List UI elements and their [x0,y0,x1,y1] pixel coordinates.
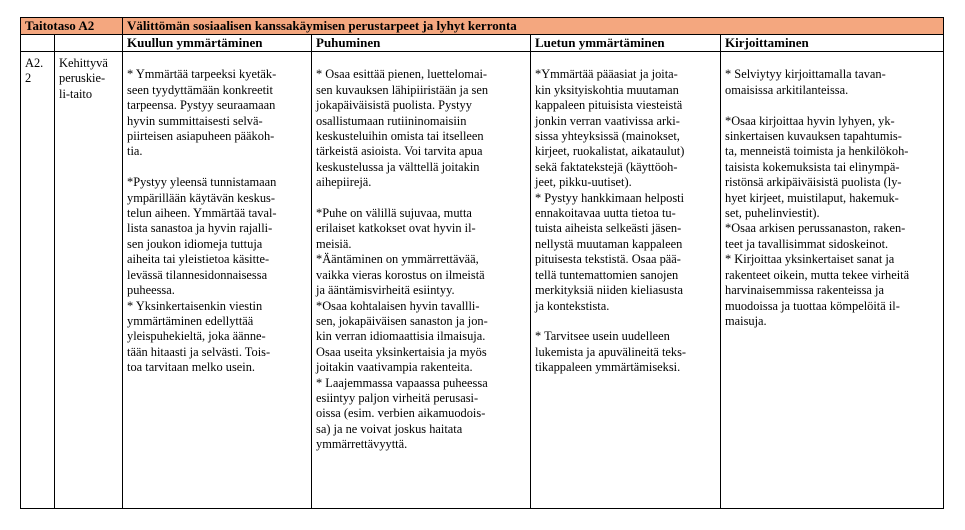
level-code-cell [21,52,55,509]
reading-line: sekä faktatekstejä (käyttöoh- [535,159,678,174]
speaking-line: keskusteluihin omista tai itselleen [316,129,484,144]
empty-corner-cell [21,35,55,52]
reading-line: jonkin verran vaativissa arki- [535,113,680,128]
writing-line: harvinaisemmissa rakenteissa ja [725,283,884,298]
speaking-line: aihepiirejä. [316,175,372,190]
reading-line: lukemista ja apuvälineitä teks- [535,344,687,359]
listening-line: seen tyydyttämään konkreetit [127,82,273,97]
listening-line: ympärillään käytävän keskus- [127,190,275,205]
level-name-line: li-taito [59,86,93,101]
reading-line: kirjeet, ruokalistat, aikataulut) [535,144,685,159]
writing-line: set, puhelinviestit). [725,206,820,221]
speaking-line: esiintyy paljon virheitä perusasi- [316,390,479,405]
title-header: Välittömän sosiaalisen kanssakäymisen perustarpeet ja lyhyt kerronta [127,18,517,33]
title-header-cell [123,18,944,35]
level-code-line1: A2. [25,56,44,70]
speaking-line: sen, jokapäiväisen sanaston ja jon- [316,313,488,328]
reading-line: merkityksiä niiden kieliasusta [535,283,683,298]
listening-line: *Pystyy yleensä tunnistamaan [127,175,277,190]
speaking-line: *Osaa kohtalaisen hyvin tavallli- [316,298,480,313]
level-name-line: peruskie- [59,71,106,86]
writing-line: muodoissa ja tuottaa kömpelöitä il- [725,298,900,313]
reading-text [535,52,716,376]
writing-line: * Kirjoittaa yksinkertaiset sanat ja [725,252,895,267]
speaking-line: osallistumaan rutiininomaisiin [316,113,467,128]
writing-line: *Osaa arkisen perussanaston, raken- [725,221,906,236]
skill-level-table [20,17,944,509]
speaking-line: Osaa useita yksinkertaisia ja myös [316,344,487,359]
level-name-line: Kehittyvä [59,56,108,70]
writing-cell [721,52,944,509]
reading-line: kappaleen pituisista viesteistä [535,98,683,113]
listening-text [127,52,307,376]
writing-line: taisista kokemuksista tai elinympä- [725,159,900,174]
listening-line: puheessa. [127,283,175,298]
reading-line: ennakoitavaa uutta tietoa tu- [535,206,676,221]
reading-line: * Tarvitsee usein uudelleen [535,329,670,344]
speaking-line: ymmärrettävyyttä. [316,437,408,452]
reading-cell [531,52,721,509]
writing-line: teet ja tavallisimmat sidoskeinot. [725,236,889,251]
speaking-line: erilaiset katkokset ovat hyvin il- [316,221,476,236]
speaking-line: sen kuvauksen lähipiiristään ja sen [316,82,489,97]
level-header-cell [21,18,123,35]
writing-text [725,52,939,329]
writing-line: rakenteet oikein, mutta tekee virheitä [725,267,910,282]
writing-line: ta, menneistä toimista ja henkilökoh- [725,144,909,159]
listening-line: lista sanastoa ja hyvin rajalli- [127,221,273,236]
listening-line: yleispuhekieltä, joka äänne- [127,329,266,344]
listening-line: aiheita tai yleistietoa käsitte- [127,252,270,267]
writing-line: hyet kirjeet, muistilaput, hakemuk- [725,190,899,205]
reading-line: ja kontekstista. [535,298,610,313]
reading-line: *Ymmärtää pääasiat ja joita- [535,67,678,82]
listening-line: levässä tilannesidonnaisessa [127,267,268,282]
listening-line: tään hitaasti ja selvästi. Tois- [127,344,271,359]
reading-line: * Pystyy hankkimaan helposti [535,190,685,205]
listening-line: ymmärtäminen edellyttää [127,313,254,328]
speaking-line: sa) ja ne voivat joskus haitata [316,421,463,436]
writing-line: * Selviytyy kirjoittamalla tavan- [725,67,886,82]
reading-line: tikappaleen ymmärtämiseksi. [535,360,681,375]
listening-line: tarpeensa. Pystyy seuraamaan [127,98,276,113]
listening-line: telun aiheen. Ymmärtää taval- [127,206,277,221]
listening-line: * Ymmärtää tarpeeksi kyetäk- [127,67,277,82]
speaking-line: vaikka vieras korostus on ilmeistä [316,267,485,282]
listening-line: toa tarvitaan melko usein. [127,360,256,375]
speaking-line: ja ääntämisvirheitä esiintyy. [316,283,455,298]
speaking-line: tärkeistä asioista. Voi tarvita apua [316,144,483,159]
reading-line: tuista aiheista selkeästi jäsen- [535,221,682,236]
speaking-line: meisiä. [316,236,352,251]
speaking-cell [312,52,531,509]
speaking-line: jokapäiväisistä puolista. Pystyy [316,98,472,113]
speaking-line: keskustelussa ja välttellä joitakin [316,159,480,174]
reading-line: sissa yhteyksissä (mainokset, [535,129,680,144]
writing-line: *Osaa kirjoittaa hyvin lyhyen, yk- [725,113,895,128]
col-header-reading: Luetun ymmärtäminen [531,35,721,52]
writing-line: sinkertaisen kuvauksen tapahtumis- [725,129,902,144]
level-name-cell [55,52,123,509]
speaking-line: * Laajemmassa vapaassa puheessa [316,375,488,390]
speaking-line: oissa (esim. verbien aikamuodois- [316,406,486,421]
speaking-line: *Puhe on välillä sujuvaa, mutta [316,206,472,221]
level-header: Taitotaso A2 [25,18,95,33]
listening-line: sen joukon idiomeja tuttuja [127,236,263,251]
speaking-line: * Osaa esittää pienen, luettelomai- [316,67,488,82]
col-header-listening: Kuullun ymmärtäminen [123,35,312,52]
reading-line: nellystä muutaman kappaleen [535,236,683,251]
listening-line: piirteisen asiapuheen pääkoh- [127,129,275,144]
reading-line: tellä tuntemattomien sanojen [535,267,679,282]
listening-line: hyvin summittaisesti selvä- [127,113,263,128]
reading-line: jeet, pikku-uutiset). [535,175,632,190]
speaking-line: *Ääntäminen on ymmärrettävää, [316,252,479,267]
writing-line: ristönsä arkipäiväisistä puolista (ly- [725,175,902,190]
col-header-writing: Kirjoittaminen [721,35,944,52]
level-code-line2: 2 [25,71,32,86]
reading-line: kin yksityiskohtia muutaman [535,82,679,97]
writing-line: maisuja. [725,313,767,328]
col-header-speaking: Puhuminen [312,35,531,52]
listening-line: * Yksinkertaisenkin viestin [127,298,263,313]
reading-line: pituisesta tekstistä. Osaa pää- [535,252,681,267]
listening-cell [123,52,312,509]
listening-line: tia. [127,144,143,159]
speaking-text [316,52,526,453]
writing-line: omaisissa arkitilanteissa. [725,82,849,97]
speaking-line: kin verran idiomaattisia ilmaisuja. [316,329,486,344]
empty-corner-cell-2 [55,35,123,52]
speaking-line: joitakin vaativampia rakenteita. [316,360,473,375]
